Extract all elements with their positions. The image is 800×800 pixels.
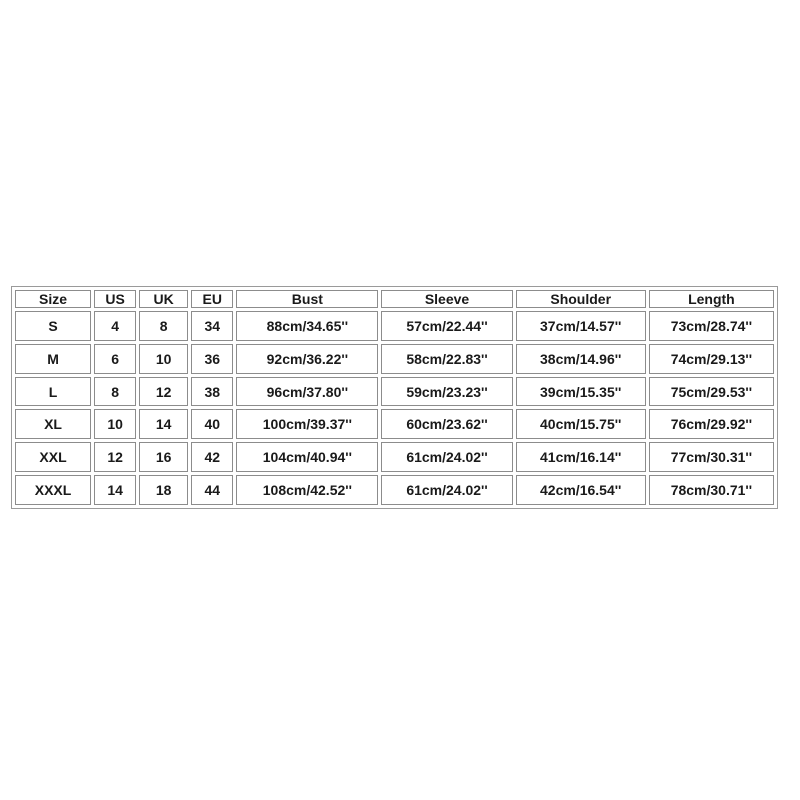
cell-size: L bbox=[15, 377, 91, 407]
cell-us: 4 bbox=[94, 311, 136, 341]
header-cell-shoulder: Shoulder bbox=[516, 290, 646, 308]
cell-shoulder: 42cm/16.54'' bbox=[516, 475, 646, 505]
table-row bbox=[15, 377, 774, 407]
header-cell-size: Size bbox=[15, 290, 91, 308]
cell-sleeve: 60cm/23.62'' bbox=[381, 409, 512, 439]
cell-length: 77cm/30.31'' bbox=[649, 442, 774, 472]
cell-eu: 44 bbox=[191, 475, 233, 505]
header-cell-length: Length bbox=[649, 290, 774, 308]
table-row bbox=[15, 442, 774, 472]
cell-bust: 108cm/42.52'' bbox=[236, 475, 378, 505]
cell-size: XXXL bbox=[15, 475, 91, 505]
cell-shoulder: 40cm/15.75'' bbox=[516, 409, 646, 439]
cell-size: M bbox=[15, 344, 91, 374]
cell-shoulder: 41cm/16.14'' bbox=[516, 442, 646, 472]
cell-uk: 10 bbox=[139, 344, 188, 374]
cell-sleeve: 59cm/23.23'' bbox=[381, 377, 512, 407]
cell-eu: 42 bbox=[191, 442, 233, 472]
cell-length: 73cm/28.74'' bbox=[649, 311, 774, 341]
cell-bust: 88cm/34.65'' bbox=[236, 311, 378, 341]
cell-uk: 18 bbox=[139, 475, 188, 505]
header-cell-uk: UK bbox=[139, 290, 188, 308]
cell-sleeve: 57cm/22.44'' bbox=[381, 311, 512, 341]
cell-uk: 16 bbox=[139, 442, 188, 472]
cell-us: 12 bbox=[94, 442, 136, 472]
cell-us: 14 bbox=[94, 475, 136, 505]
cell-eu: 34 bbox=[191, 311, 233, 341]
cell-shoulder: 38cm/14.96'' bbox=[516, 344, 646, 374]
cell-size: XL bbox=[15, 409, 91, 439]
cell-uk: 14 bbox=[139, 409, 188, 439]
cell-size: S bbox=[15, 311, 91, 341]
cell-sleeve: 61cm/24.02'' bbox=[381, 475, 512, 505]
cell-eu: 40 bbox=[191, 409, 233, 439]
table-row bbox=[15, 311, 774, 341]
size-chart-table bbox=[12, 287, 777, 508]
cell-length: 78cm/30.71'' bbox=[649, 475, 774, 505]
cell-shoulder: 39cm/15.35'' bbox=[516, 377, 646, 407]
cell-bust: 92cm/36.22'' bbox=[236, 344, 378, 374]
cell-eu: 36 bbox=[191, 344, 233, 374]
table-row bbox=[15, 344, 774, 374]
cell-sleeve: 58cm/22.83'' bbox=[381, 344, 512, 374]
cell-length: 76cm/29.92'' bbox=[649, 409, 774, 439]
cell-us: 6 bbox=[94, 344, 136, 374]
cell-length: 75cm/29.53'' bbox=[649, 377, 774, 407]
cell-bust: 100cm/39.37'' bbox=[236, 409, 378, 439]
header-cell-bust: Bust bbox=[236, 290, 378, 308]
cell-us: 8 bbox=[94, 377, 136, 407]
cell-bust: 104cm/40.94'' bbox=[236, 442, 378, 472]
cell-bust: 96cm/37.80'' bbox=[236, 377, 378, 407]
cell-us: 10 bbox=[94, 409, 136, 439]
cell-shoulder: 37cm/14.57'' bbox=[516, 311, 646, 341]
header-cell-us: US bbox=[94, 290, 136, 308]
table-row bbox=[15, 475, 774, 505]
cell-length: 74cm/29.13'' bbox=[649, 344, 774, 374]
table-row bbox=[15, 409, 774, 439]
header-cell-sleeve: Sleeve bbox=[381, 290, 512, 308]
cell-eu: 38 bbox=[191, 377, 233, 407]
header-cell-eu: EU bbox=[191, 290, 233, 308]
cell-uk: 8 bbox=[139, 311, 188, 341]
size-chart bbox=[11, 286, 778, 509]
cell-uk: 12 bbox=[139, 377, 188, 407]
cell-size: XXL bbox=[15, 442, 91, 472]
cell-sleeve: 61cm/24.02'' bbox=[381, 442, 512, 472]
header-row bbox=[15, 290, 774, 308]
